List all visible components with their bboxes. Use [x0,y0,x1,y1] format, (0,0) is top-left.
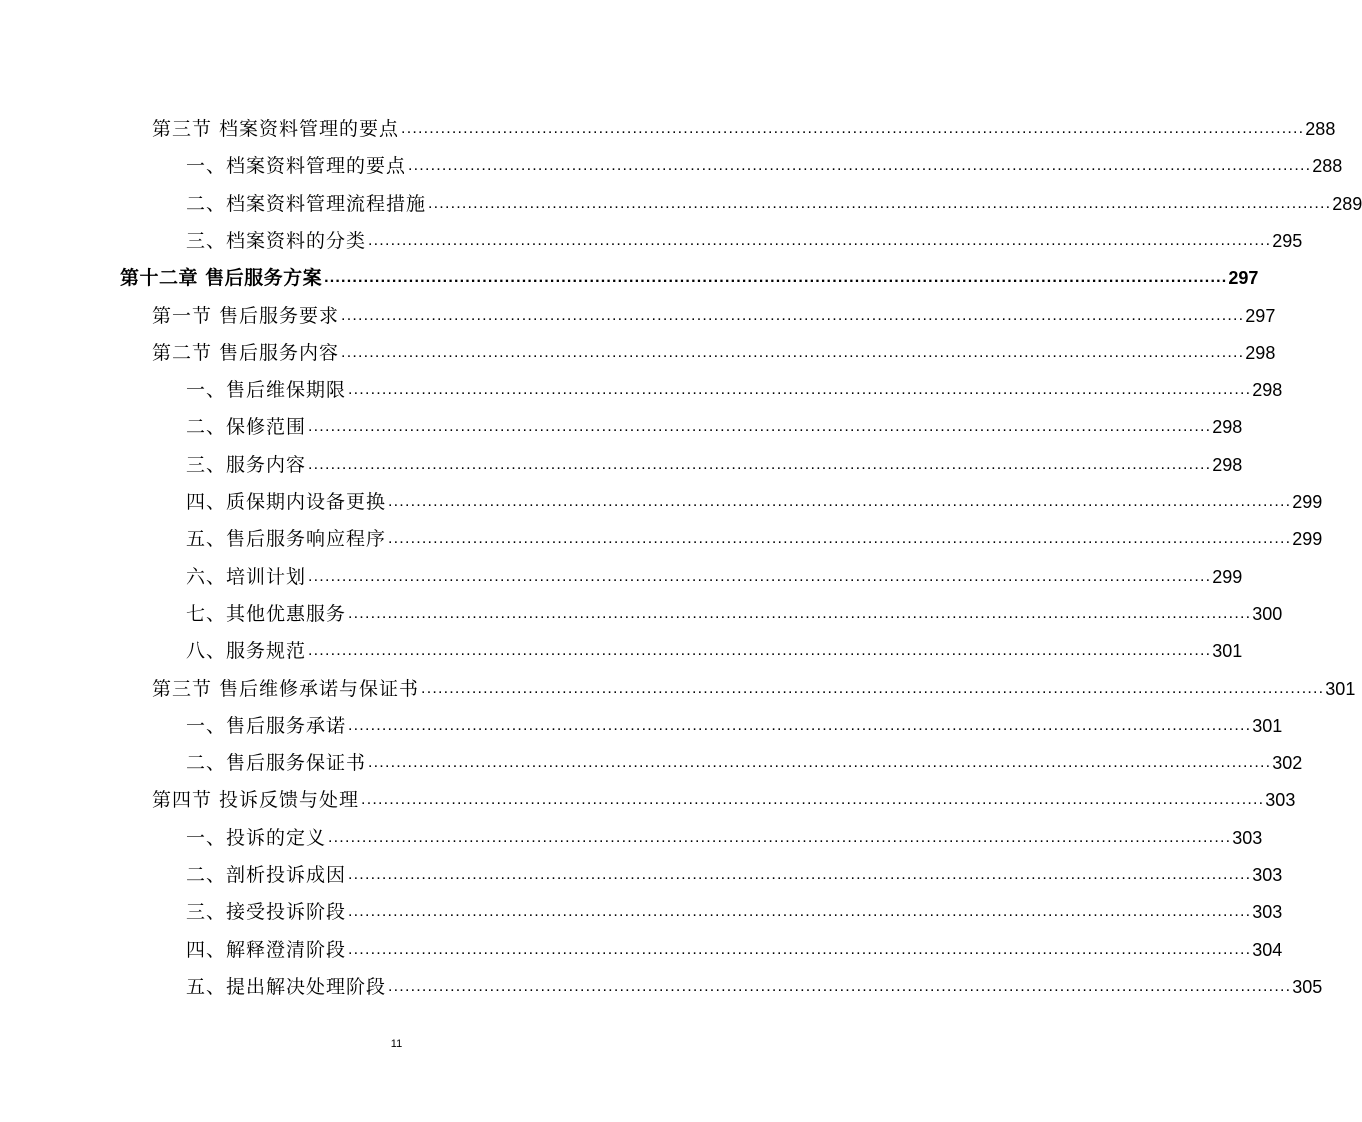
toc-entry-item[interactable] [186,216,1303,253]
toc-entry-title: 三、服务内容 [186,453,307,476]
toc-entry-page: 300 [1252,603,1283,624]
toc-entry-item[interactable] [186,179,1362,216]
toc-leader-dots: ................................................................................................................................................................ [388,977,1292,995]
toc-entry-page: 299 [1292,492,1323,512]
toc-leader-dots: ................................................................................................................................................................ [308,567,1212,585]
toc-entry-item[interactable] [186,962,1323,999]
toc-leader-dots: ................................................................................................................................................................ [341,343,1245,361]
toc-entry-page: 299 [1292,529,1323,550]
toc-entry-title: 第三节 售后维修承诺与保证书 [152,677,420,700]
toc-entry-page: 305 [1292,976,1323,997]
toc-leader-dots: ................................................................................................................................................................ [361,791,1265,809]
toc-entry-page: 303 [1252,902,1283,923]
toc-entry-page: 298 [1212,454,1243,475]
toc-entry-section[interactable] [152,775,1296,812]
toc-entry-page: 299 [1212,566,1243,587]
toc-leader-dots: ................................................................................................................................................................ [368,231,1272,249]
toc-entry-title: 八、服务规范 [186,640,307,663]
toc-entry-page: 303 [1265,790,1296,811]
toc-entry-item[interactable] [186,887,1283,924]
toc-entry-title: 第四节 投诉反馈与处理 [152,789,360,812]
toc-entry-section[interactable] [152,104,1336,141]
toc-leader-dots: ................................................................................................................................................................ [421,679,1325,697]
toc-entry-item[interactable] [186,589,1283,626]
toc-entry-page: 288 [1305,119,1336,139]
toc-entry-item[interactable] [186,440,1243,477]
toc-entry-title: 二、售后服务保证书 [186,752,367,775]
toc-entry-title: 第三节 档案资料管理的要点 [152,118,400,140]
toc-entry-page: 297 [1228,268,1259,289]
toc-leader-dots: ................................................................................................................................................................ [348,604,1252,622]
toc-entry-section[interactable] [152,328,1276,365]
toc-entry-item[interactable] [186,477,1323,514]
toc-entry-item[interactable] [186,552,1243,589]
toc-entry-title: 一、档案资料管理的要点 [186,155,407,178]
toc-entry-page: 304 [1252,939,1283,960]
toc-leader-dots: ................................................................................................................................................................ [324,269,1228,287]
toc-entry-item[interactable] [186,402,1243,439]
toc-entry-section[interactable] [152,664,1356,701]
toc-entry-title: 二、档案资料管理流程措施 [186,192,427,215]
toc-entry-item[interactable] [186,141,1343,178]
toc-entry-title: 一、售后服务承诺 [186,714,347,737]
toc-entry-title: 四、解释澄清阶段 [186,938,347,961]
toc-entry-page: 289 [1332,193,1362,214]
toc-entry-title: 第十二章 售后服务方案 [120,267,323,290]
toc-entry-chapter[interactable] [120,253,1259,290]
toc-entry-page: 302 [1272,753,1303,774]
toc-leader-dots: ................................................................................................................................................................ [348,866,1252,883]
toc-leader-dots: ................................................................................................................................................................ [348,381,1252,399]
toc-leader-dots: ................................................................................................................................................................ [341,306,1245,324]
toc-entry-title: 一、售后维保期限 [186,379,347,402]
toc-entry-page: 301 [1252,715,1283,736]
toc-leader-dots: ................................................................................................................................................................ [328,828,1232,846]
toc-entry-page: 301 [1325,678,1356,699]
toc-entry-page: 303 [1252,865,1283,885]
toc-entry-page: 295 [1272,230,1303,251]
toc-entry-item[interactable] [186,701,1283,738]
toc-leader-dots: ................................................................................................................................................................ [388,493,1292,510]
toc-leader-dots: ................................................................................................................................................................ [408,157,1312,175]
toc-entry-title: 二、剖析投诉成因 [186,864,347,886]
toc-leader-dots: ................................................................................................................................................................ [348,903,1252,921]
toc-leader-dots: ................................................................................................................................................................ [348,716,1252,734]
toc-entry-page: 288 [1312,156,1343,177]
toc-entry-item[interactable] [186,514,1323,551]
toc-entry-title: 五、提出解决处理阶段 [186,975,387,998]
toc-entry-title: 二、保修范围 [186,416,307,439]
toc-entry-item[interactable] [186,925,1283,962]
toc-entry-title: 第一节 售后服务要求 [152,304,340,327]
toc-entry-title: 一、投诉的定义 [186,826,327,849]
toc-entry-page: 298 [1212,417,1243,438]
toc-leader-dots: ................................................................................................................................................................ [368,754,1272,772]
toc-entry-item[interactable] [186,626,1243,663]
toc-leader-dots: ................................................................................................................................................................ [308,418,1212,436]
toc-entry-page: 297 [1245,305,1276,326]
toc-entry-item[interactable] [186,813,1263,850]
toc-entry-title: 五、售后服务响应程序 [186,528,387,551]
toc-entry-title: 三、档案资料的分类 [186,229,367,252]
toc-entry-title: 四、质保期内设备更换 [186,491,387,513]
toc-leader-dots: ................................................................................................................................................................ [401,120,1305,137]
toc-leader-dots: ................................................................................................................................................................ [348,940,1252,958]
toc-entry-page: 298 [1245,342,1276,363]
toc-entry-title: 三、接受投诉阶段 [186,901,347,924]
toc-entry-item[interactable] [186,850,1283,887]
toc-entry-title: 六、培训计划 [186,565,307,588]
toc-entry-item[interactable] [186,365,1283,402]
page-number: 11 [390,1038,403,1050]
toc-entry-section[interactable] [152,291,1276,328]
toc-entry-title: 第二节 售后服务内容 [152,341,340,364]
toc-entry-page: 301 [1212,641,1243,662]
toc-entry-item[interactable] [186,738,1303,775]
toc-leader-dots: ................................................................................................................................................................ [308,455,1212,473]
toc-leader-dots: ................................................................................................................................................................ [428,194,1332,212]
toc-entry-title: 七、其他优惠服务 [186,602,347,625]
toc-leader-dots: ................................................................................................................................................................ [308,642,1212,660]
toc-leader-dots: ................................................................................................................................................................ [388,530,1292,548]
toc-entry-page: 298 [1252,380,1283,401]
toc-entry-page: 303 [1232,827,1263,848]
